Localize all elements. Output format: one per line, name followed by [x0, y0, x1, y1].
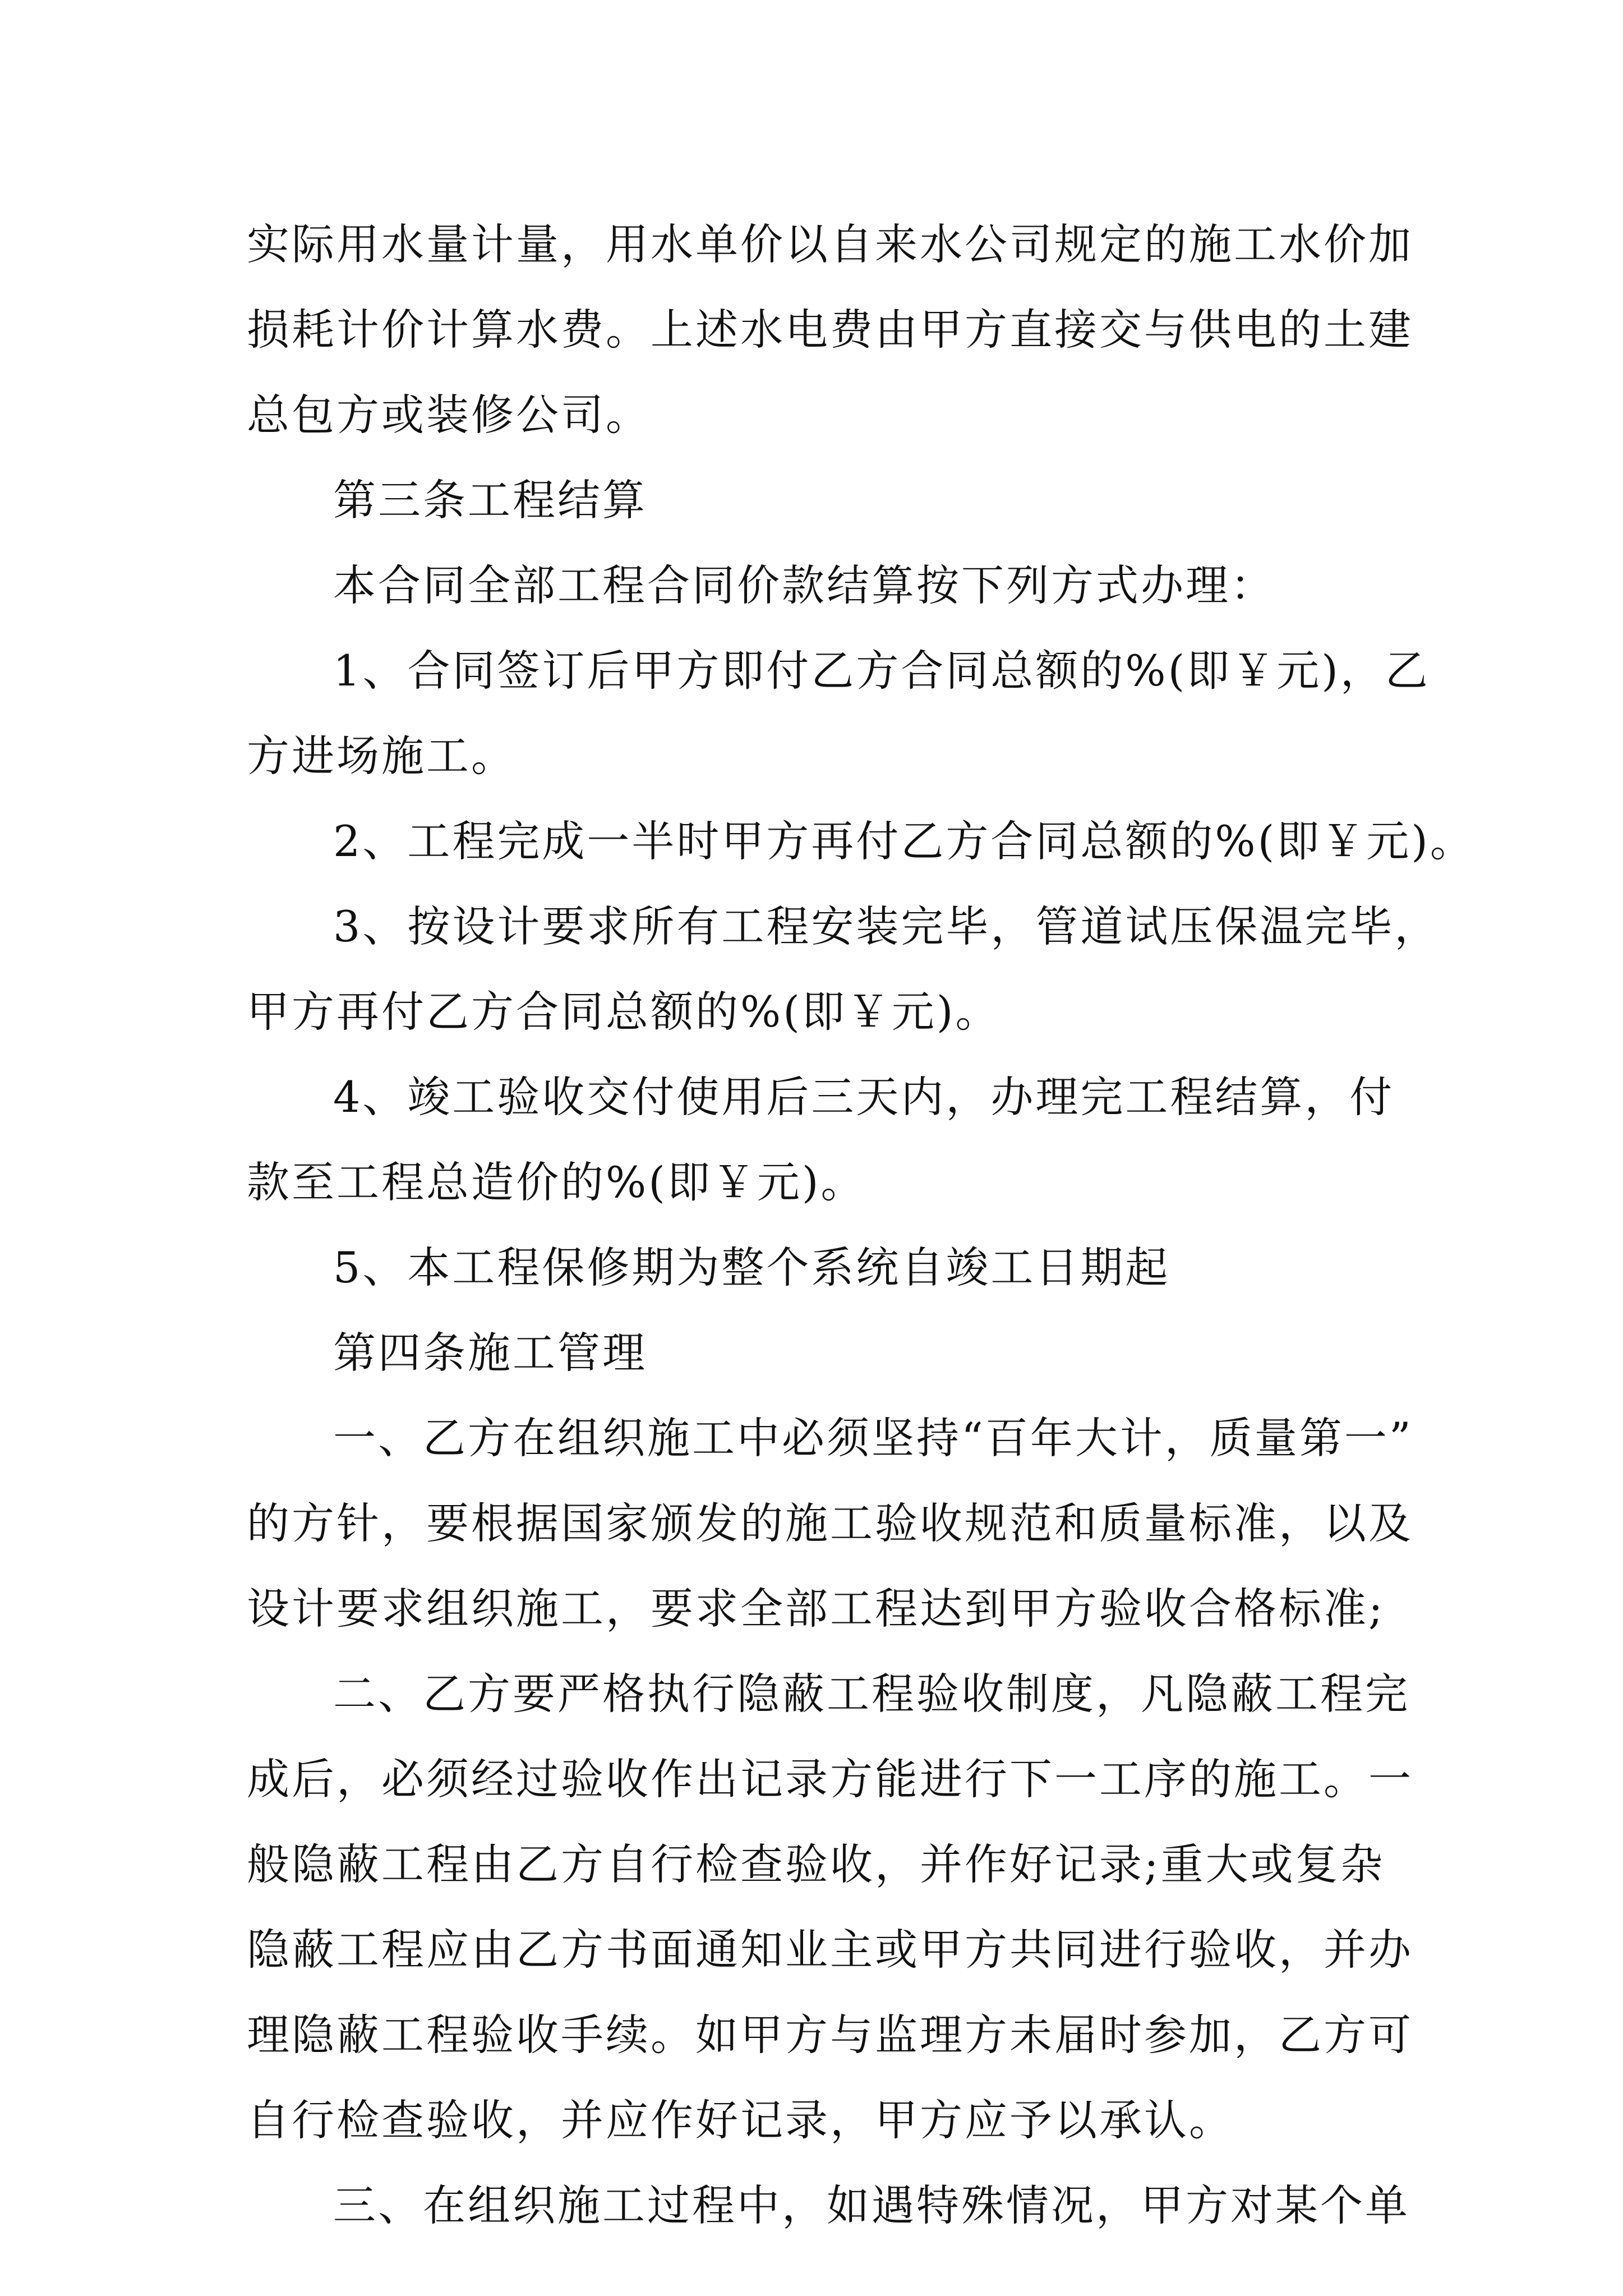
text-line: 方进场施工。: [247, 731, 516, 781]
text-line: 甲方再付乙方合同总额的%(即￥元)。: [247, 987, 1000, 1037]
text-line: 设计要求组织施工，要求全部工程达到甲方验收合格标准;: [247, 1584, 1385, 1634]
text-line: 总包方或装修公司。: [247, 390, 651, 440]
list-item: 3、按设计要求所有工程安装完毕，管道试压保温完毕，: [333, 901, 1440, 951]
text-line: 实际用水量计量，用水单价以自来水公司规定的施工水价加: [247, 219, 1413, 269]
list-item: 二、乙方要严格执行隐蔽工程验收制度，凡隐蔽工程完: [333, 1669, 1410, 1719]
text-line: 成后，必须经过验收作出记录方能进行下一工序的施工。一: [247, 1754, 1413, 1804]
list-item: 三、在组织施工过程中，如遇特殊情况，甲方对某个单: [333, 2180, 1410, 2230]
text-line: 理隐蔽工程验收手续。如甲方与监理方未届时参加，乙方可: [247, 2010, 1413, 2060]
text-line: 般隐蔽工程由乙方自行检查验收，并作好记录;重大或复杂: [247, 1839, 1385, 1889]
text-line: 款至工程总造价的%(即￥元)。: [247, 1157, 866, 1207]
list-item: 5、本工程保修期为整个系统自竣工日期起: [333, 1243, 1170, 1292]
section-heading: 第三条工程结算: [333, 475, 647, 525]
text-line: 自行检查验收，并应作好记录，甲方应予以承认。: [247, 2095, 1234, 2145]
list-item: 2、工程完成一半时甲方再付乙方合同总额的%(即￥元)。: [333, 816, 1475, 866]
list-item: 1、合同签订后甲方即付乙方合同总额的%(即￥元)，乙: [333, 646, 1430, 696]
text-line: 隐蔽工程应由乙方书面通知业主或甲方共同进行验收，并办: [247, 1925, 1413, 1975]
text-line: 的方针，要根据国家颁发的施工验收规范和质量标准，以及: [247, 1498, 1413, 1548]
document-body: [247, 202, 1475, 2248]
text-line: 本合同全部工程合同价款结算按下列方式办理：: [333, 560, 1275, 610]
list-item: 一、乙方在组织施工中必须坚持“百年大计，质量第一”: [333, 1413, 1413, 1463]
section-heading: 第四条施工管理: [333, 1328, 647, 1378]
list-item: 4、竣工验收交付使用后三天内，办理完工程结算，付: [333, 1072, 1395, 1122]
text-line: 损耗计价计算水费。上述水电费由甲方直接交与供电的土建: [247, 305, 1413, 355]
